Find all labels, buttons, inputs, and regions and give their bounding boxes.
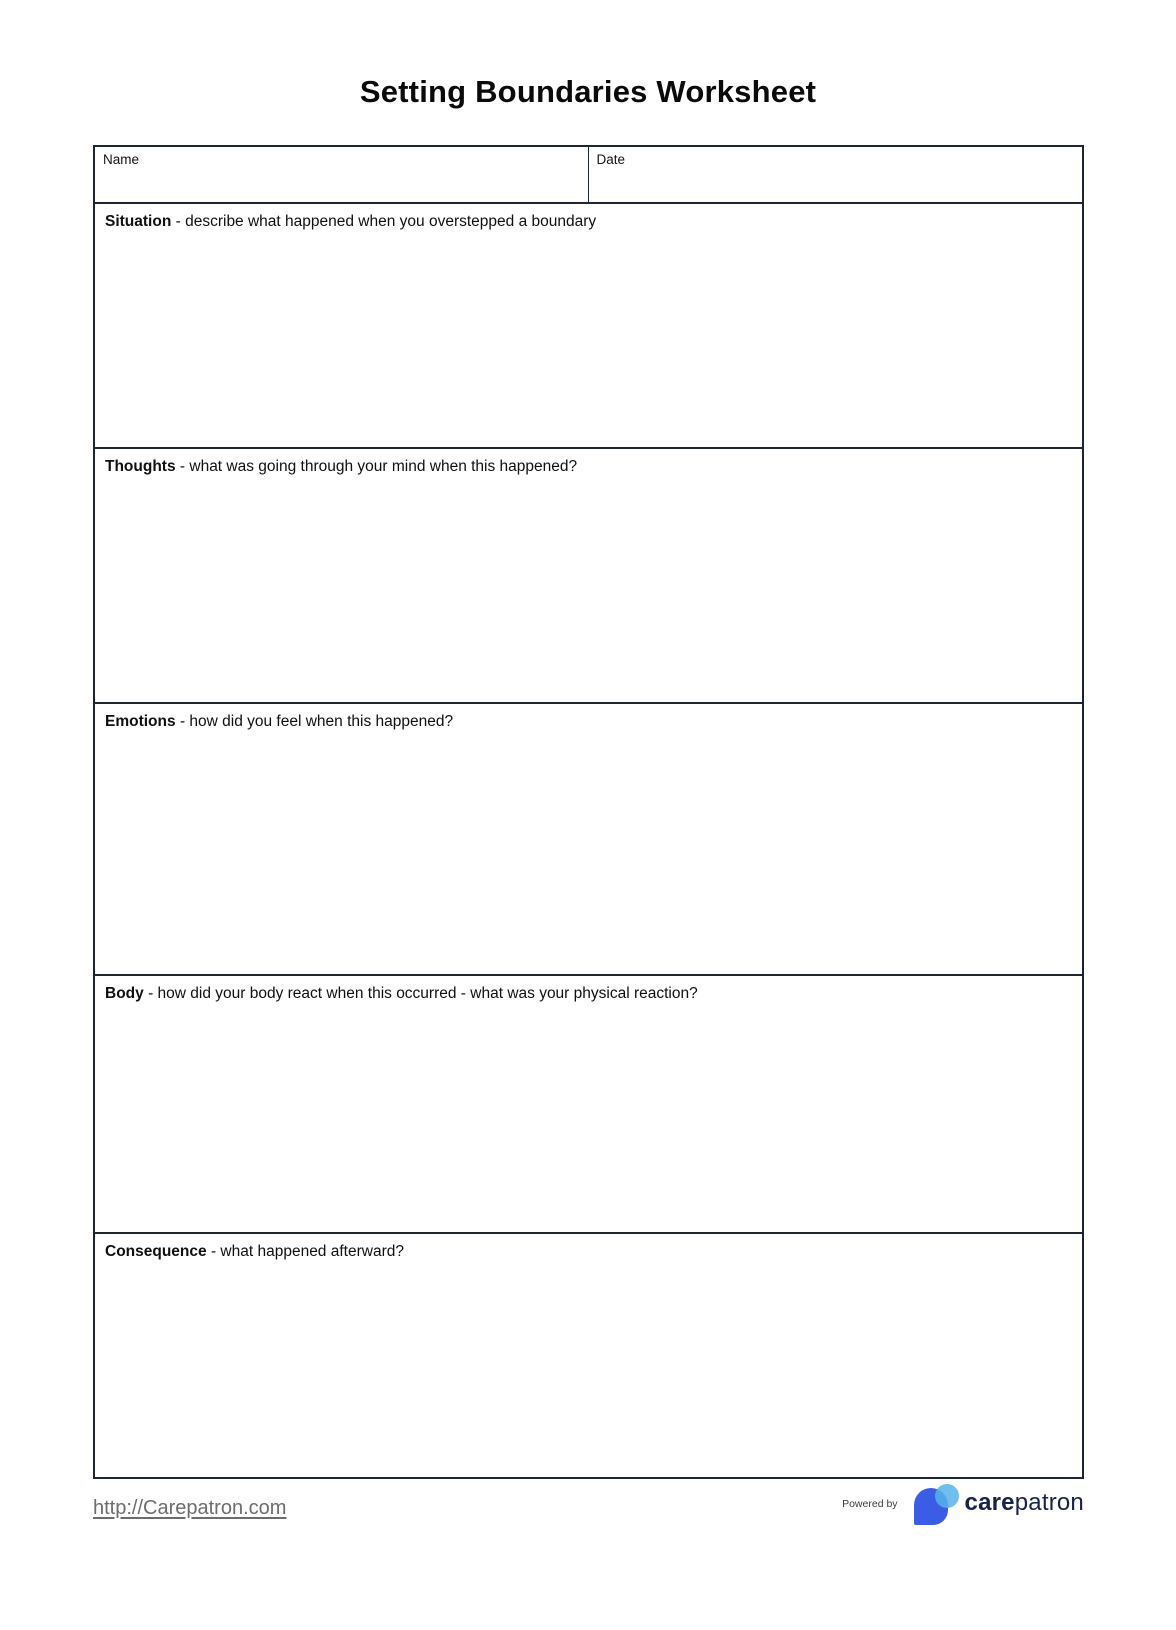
name-field[interactable] (95, 147, 588, 202)
section-situation-header (105, 212, 1072, 233)
section-situation[interactable] (95, 202, 1082, 447)
section-consequence-description: - what happened afterward? (210, 1243, 404, 1260)
section-thoughts-description: - what was going through your mind when this happened? (179, 458, 578, 475)
section-body-description: - how did your body react when this occurred - what was your physical reaction? (148, 985, 698, 1002)
powered-by-brand (842, 1480, 1084, 1532)
section-emotions-description: - how did you feel when this happened? (179, 713, 454, 730)
wordmark-care: care (964, 1489, 1015, 1516)
name-label: Name (103, 152, 140, 167)
section-consequence-label: Consequence (105, 1243, 207, 1260)
section-thoughts-label: Thoughts (105, 458, 176, 475)
section-thoughts[interactable] (95, 447, 1082, 702)
page-title: Setting Boundaries Worksheet (359, 74, 817, 109)
powered-by-label: Powered by (842, 1498, 898, 1510)
carepatron-logo-icon (914, 1481, 960, 1531)
section-situation-label: Situation (105, 213, 172, 230)
section-emotions-label: Emotions (105, 713, 176, 730)
wordmark-patron: patron (1014, 1489, 1084, 1516)
date-label: Date (596, 152, 626, 167)
section-thoughts-header (105, 457, 1072, 478)
section-emotions[interactable] (95, 702, 1082, 974)
logo-light-bubble-icon (935, 1484, 959, 1508)
section-body-label: Body (105, 985, 144, 1002)
carepatron-link[interactable]: http://Carepatron.com (93, 1497, 287, 1519)
carepatron-wordmark (965, 1489, 1084, 1517)
date-field[interactable] (588, 147, 1082, 202)
section-consequence-header (105, 1242, 1072, 1263)
worksheet-table (93, 145, 1084, 1479)
section-situation-description: - describe what happened when you overstepped a boundary (175, 213, 597, 230)
section-body[interactable] (95, 974, 1082, 1232)
name-date-row (95, 147, 1082, 202)
section-body-header (105, 984, 1072, 1005)
section-consequence[interactable] (95, 1232, 1082, 1477)
section-emotions-header (105, 712, 1072, 733)
